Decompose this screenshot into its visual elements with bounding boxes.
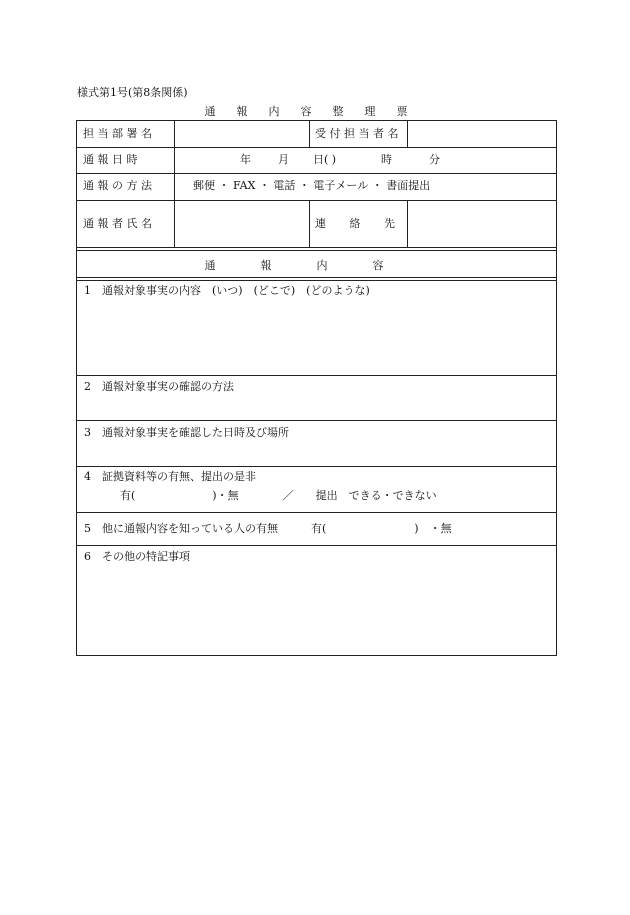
column-divider [407,200,408,247]
row-divider [77,375,556,376]
report-date-label: 通 報 日 時 [83,153,138,166]
item-2-confirmation-method: 2 通報対象事実の確認の方法 [84,380,234,393]
report-method-options: 郵便 ・ FAX ・ 電話 ・ 電子メール ・ 書面提出 [193,179,431,192]
form-title: 通報内容整理票 [204,105,429,118]
row-divider [77,545,556,546]
form-number: 様式第1号(第8条関係) [77,86,188,99]
row-divider [77,173,556,174]
report-method-label: 通 報 の 方 法 [83,179,152,192]
item-3-confirmation-date-place: 3 通報対象事実を確認した日時及び場所 [84,426,289,439]
column-divider [174,121,175,247]
row-divider [77,247,556,248]
report-form-table [76,120,557,656]
date-year: 年 [240,153,251,166]
date-month: 月 [278,153,289,166]
row-divider [77,200,556,201]
row-divider [77,280,556,281]
report-content-header: 通報内容 [204,259,429,272]
row-divider [77,277,556,278]
row-divider [77,420,556,421]
row-divider [77,147,556,148]
date-day: 日( ) [313,153,337,166]
column-divider [309,200,310,247]
reporter-name-label: 通 報 者 氏 名 [83,217,152,230]
column-divider [407,121,408,147]
item-1-report-content: 1 通報対象事実の内容 (いつ) (どこで) (どのような) [84,284,370,297]
row-divider [77,466,556,467]
department-label: 担 当 部 署 名 [83,127,152,140]
date-minute: 分 [429,153,440,166]
date-hour: 時 [381,153,392,166]
item-4-evidence: 4 証拠資料等の有無、提出の是非 [84,470,256,483]
item-5-other-knowers: 5 他に通報内容を知っている人の有無 有( ) ・無 [84,522,452,535]
item-4-evidence-options: 有( )・無 ／ 提出 できる・できない [120,489,437,502]
row-divider [77,250,556,251]
contact-label: 連 絡 先 [315,217,405,230]
receiver-label: 受 付 担 当 者 名 [315,127,399,140]
column-divider [309,121,310,147]
item-6-special-notes: 6 その他の特記事項 [84,550,190,563]
row-divider [77,512,556,513]
